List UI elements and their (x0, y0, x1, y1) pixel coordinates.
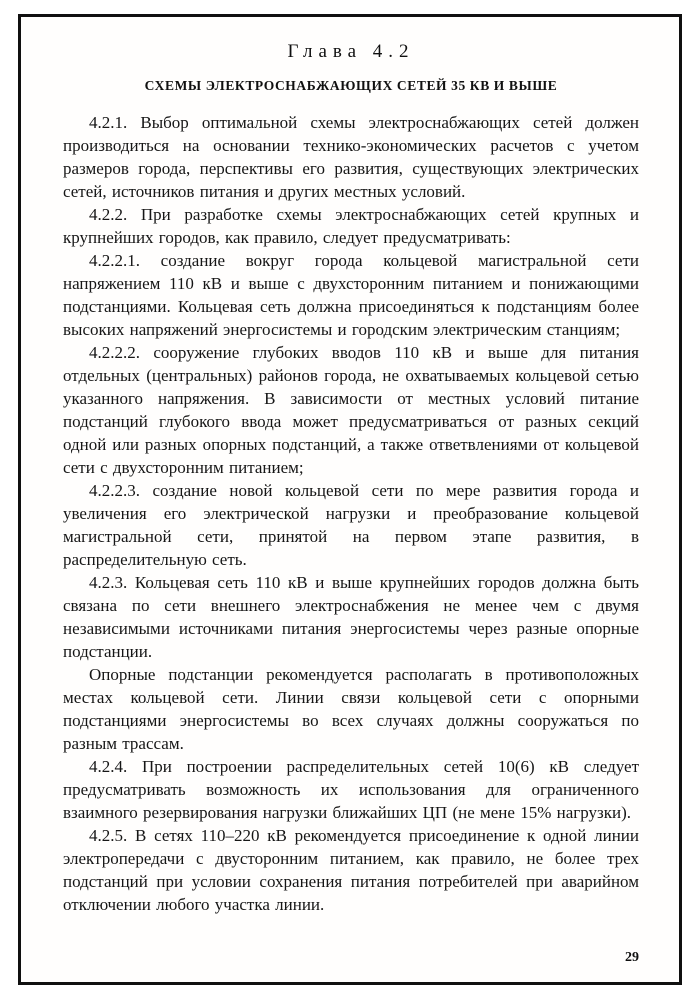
paragraph-4-2-4: 4.2.4. При построении распределительных сетей 10(6) кВ следует предусматривать возможность их использования для ограниченного взаимного резервирования нагрузки ближайших ЦП (не мене 15% нагрузки). (63, 757, 639, 822)
paragraph-4-2-5: 4.2.5. В сетях 110–220 кВ рекомендуется присоединение к одной линии электропередачи с двусторонним питанием, как правило, не более трех подстанций при условии сохранения питания потребителей при аварийном отключении любого участка линии. (63, 826, 639, 914)
paragraph-4-2-2-3: 4.2.2.3. создание новой кольцевой сети по мере развития города и увеличения его электрической нагрузки и преобразование кольцевой магистральной сети, принятой на первом этапе развития, в распределительную сеть. (63, 481, 639, 569)
page-number: 29 (625, 950, 639, 965)
document-body (63, 111, 639, 916)
paragraph-opornye-podstantsii: Опорные подстанции рекомендуется располагать в противоположных местах кольцевой сети. Линии связи кольцевой сети с опорными подстанциями энергосистемы во всех случаях должны сооружаться по разным трассам. (63, 665, 639, 753)
paragraph-4-2-3: 4.2.3. Кольцевая сеть 110 кВ и выше крупнейших городов должна быть связана по сети внешнего электроснабжения не менее чем с двумя независимыми источниками питания энергосистемы через разные опорные подстанции. (63, 573, 639, 661)
page-border (18, 14, 682, 985)
paragraph-4-2-2-2: 4.2.2.2. сооружение глубоких вводов 110 кВ и выше для питания отдельных (центральных) районов города, не охватываемых кольцевой сетью указанного напряжения. В зависимости от местных условий питание подстанций глубокого ввода может предусматриваться от разных секций одной или разных опорных подстанций, а также ответвлениями от кольцевой сети с двухсторонним питанием; (63, 343, 639, 477)
chapter-heading: Глава 4.2 (287, 41, 415, 62)
paragraph-4-2-1: 4.2.1. Выбор оптимальной схемы электроснабжающих сетей должен производиться на основании технико-экономических расчетов с учетом размеров города, перспективы его развития, существующих электрических сетей, источников питания и других местных условий. (63, 113, 639, 201)
paragraph-4-2-2-1: 4.2.2.1. создание вокруг города кольцевой магистральной сети напряжением 110 кВ и выше с двухсторонним питанием и понижающими подстанциями. Кольцевая сеть должна присоединяться к подстанциям более высоких напряжений энергосистемы и городским электрическим станциям; (63, 251, 639, 339)
paragraph-4-2-2: 4.2.2. При разработке схемы электроснабжающих сетей крупных и крупнейших городов, как правило, следует предусматривать: (63, 205, 639, 247)
section-heading: СХЕМЫ ЭЛЕКТРОСНАБЖАЮЩИХ СЕТЕЙ 35 КВ И ВЫШЕ (144, 78, 558, 93)
